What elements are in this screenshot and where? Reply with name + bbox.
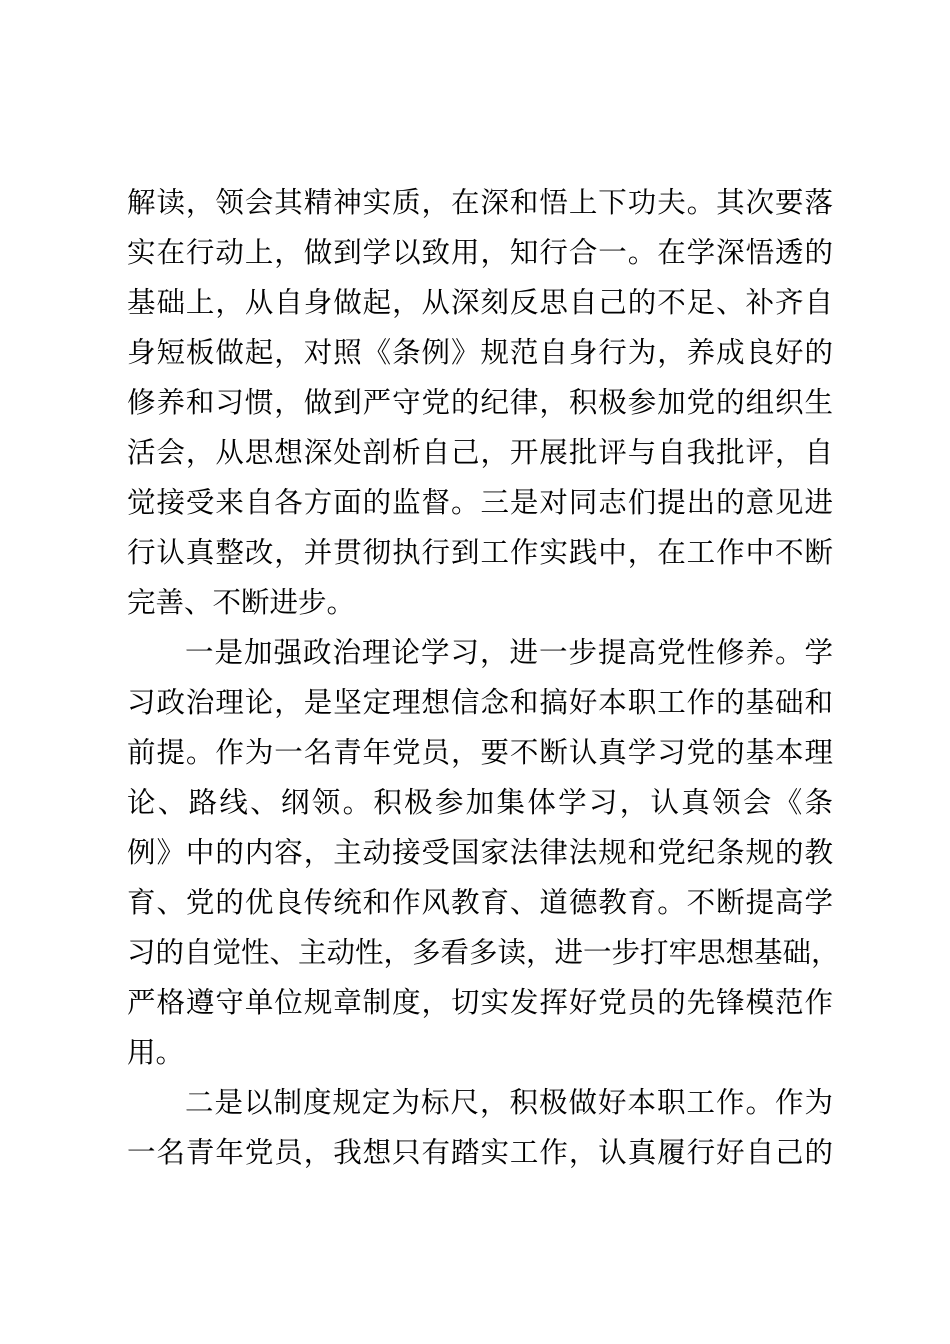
text-line: 论、路线、纲领。积极参加集体学习，认真领会《条 — [127, 786, 833, 819]
text-line: 行认真整改，并贯彻执行到工作实践中，在工作中不断 — [127, 536, 833, 569]
text-line: 二是以制度规定为标尺，积极做好本职工作。作为 — [185, 1086, 833, 1119]
text-line: 身短板做起，对照《条例》规范自身行为，养成良好的 — [127, 336, 833, 369]
text-line: 前提。作为一名青年党员，要不断认真学习党的基本理 — [127, 736, 833, 769]
text-line: 修养和习惯，做到严守党的纪律，积极参加党的组织生 — [127, 386, 833, 419]
text-line: 育、党的优良传统和作风教育、道德教育。不断提高学 — [127, 886, 833, 919]
paragraph-3 — [127, 1078, 833, 1178]
text-line: 完善、不断进步。 — [127, 586, 356, 619]
text-line: 实在行动上，做到学以致用，知行合一。在学深悟透的 — [127, 236, 833, 269]
text-line: 严格遵守单位规章制度，切实发挥好党员的先锋模范作 — [127, 986, 833, 1019]
text-line: 觉接受来自各方面的监督。三是对同志们提出的意见进 — [127, 486, 833, 519]
text-line: 解读，领会其精神实质，在深和悟上下功夫。其次要落 — [127, 186, 833, 219]
text-line: 例》中的内容，主动接受国家法律法规和党纪条规的教 — [127, 836, 833, 869]
document-body — [127, 178, 840, 1178]
text-line: 活会，从思想深处剖析自己，开展批评与自我批评，自 — [127, 436, 833, 469]
text-line: 习政治理论，是坚定理想信念和搞好本职工作的基础和 — [127, 686, 833, 719]
text-line: 习的自觉性、主动性，多看多读，进一步打牢思想基础， — [127, 936, 840, 969]
paragraph-1 — [127, 178, 833, 628]
text-line: 基础上，从自身做起，从深刻反思自己的不足、补齐自 — [127, 286, 833, 319]
text-line: 一名青年党员，我想只有踏实工作，认真履行好自己的 — [127, 1136, 833, 1169]
text-line: 一是加强政治理论学习，进一步提高党性修养。学 — [185, 636, 833, 669]
paragraph-2 — [127, 628, 840, 1078]
text-line: 用。 — [127, 1036, 185, 1069]
